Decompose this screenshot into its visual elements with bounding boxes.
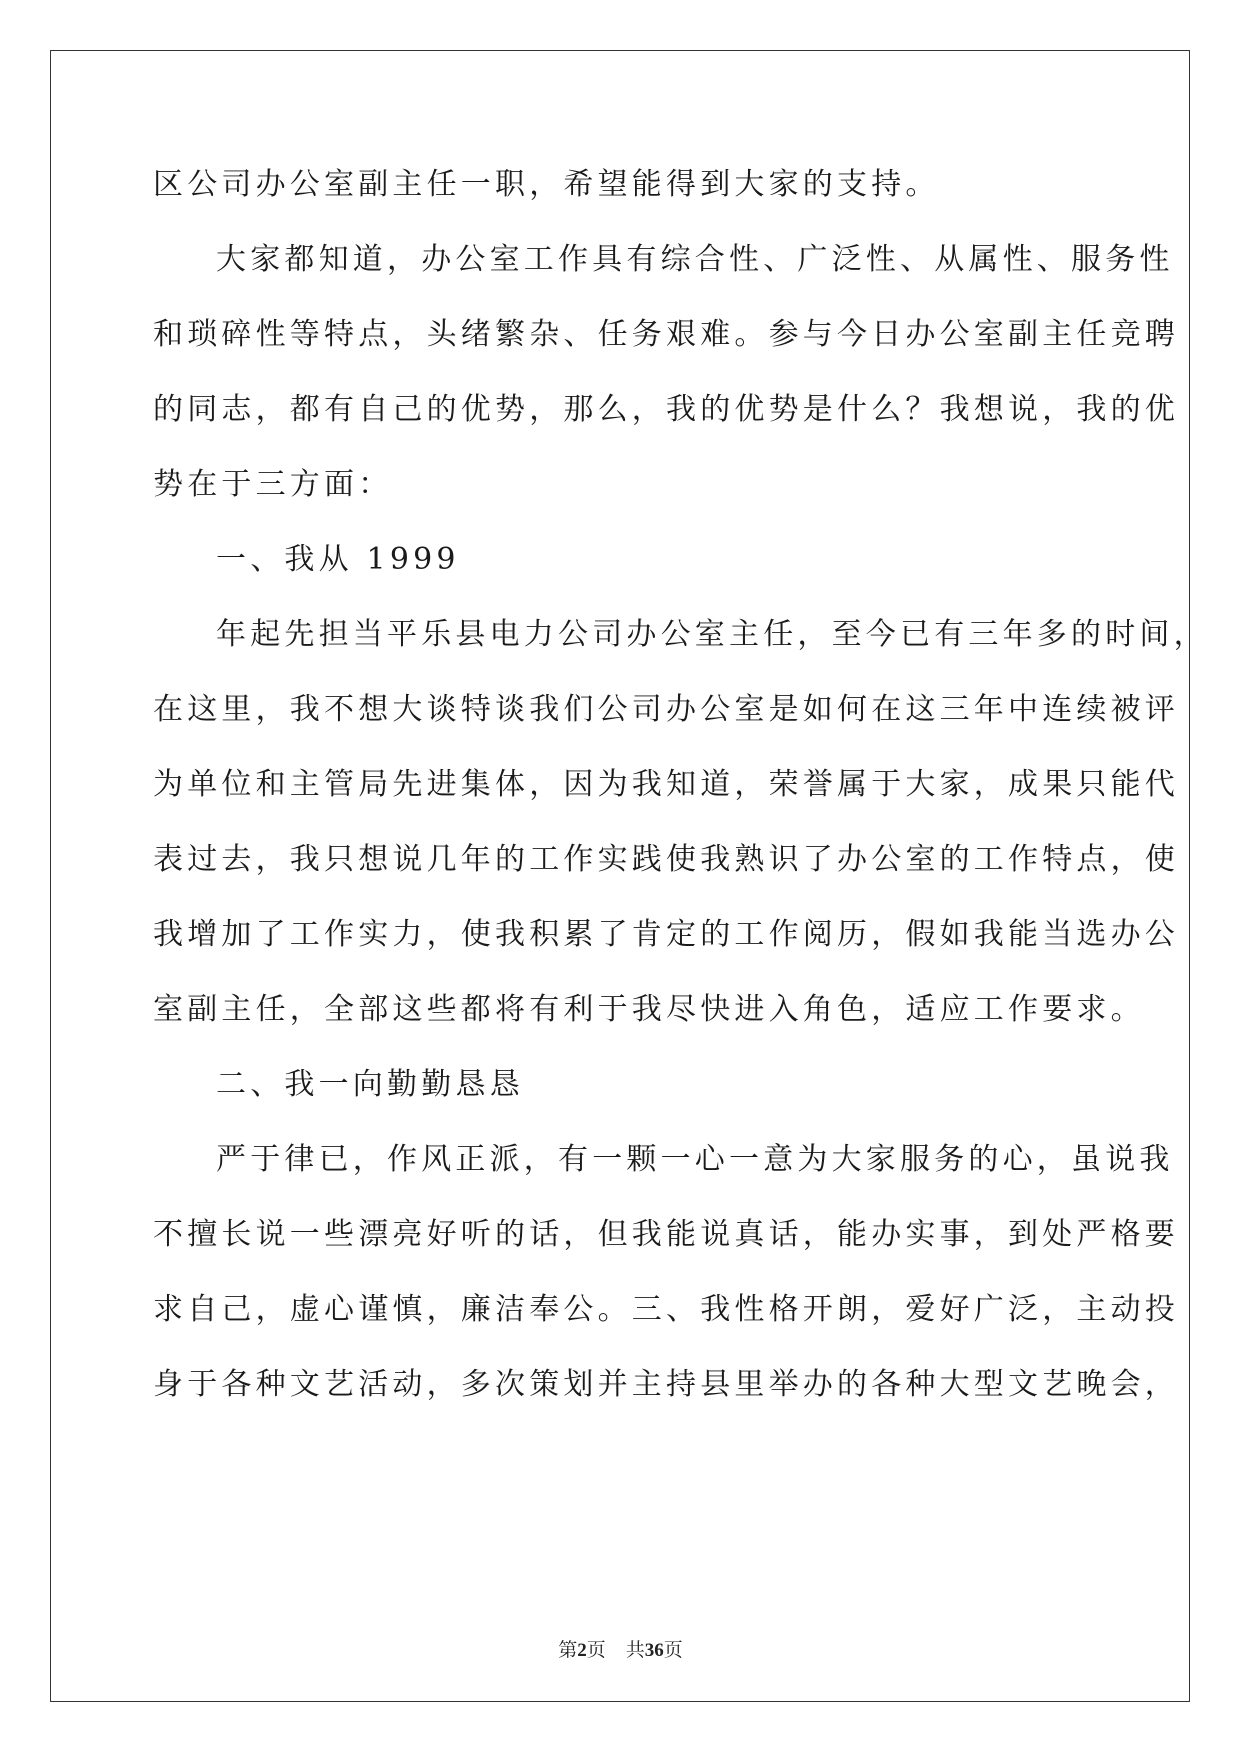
- text-line: 一、我从 1999: [216, 542, 460, 577]
- text-line: 我增加了工作实力，使我积累了肯定的工作阅历，假如我能当选办公: [153, 917, 1179, 952]
- text-line: 求自己，虚心谨慎，廉洁奉公。三、我性格开朗，爱好广泛，主动投: [153, 1292, 1179, 1327]
- text-line: 在这里，我不想大谈特谈我们公司办公室是如何在这三年中连续被评: [153, 692, 1179, 727]
- footer-page-suffix: 页: [586, 1640, 606, 1661]
- text-line: 严于律已，作风正派，有一颗一心一意为大家服务的心，虽说我: [216, 1142, 1174, 1177]
- footer-total-suffix: 页: [663, 1640, 683, 1661]
- footer-total-prefix: 共: [625, 1640, 645, 1661]
- text-line: 身于各种文艺活动，多次策划并主持县里举办的各种大型文艺晚会，: [153, 1367, 1179, 1402]
- footer-prefix: 第: [558, 1640, 578, 1661]
- page-footer: [0, 1635, 1241, 1662]
- text-line: 大家都知道，办公室工作具有综合性、广泛性、从属性、服务性: [216, 242, 1174, 277]
- text-line: 不擅长说一些漂亮好听的话，但我能说真话，能办实事，到处严格要: [153, 1217, 1179, 1252]
- text-line: 区公司办公室副主任一职，希望能得到大家的支持。: [153, 167, 940, 202]
- text-line: 室副主任，全部这些都将有利于我尽快进入角色，适应工作要求。: [153, 992, 1145, 1027]
- text-line: 势在于三方面：: [153, 467, 393, 502]
- page-number: 2: [577, 1640, 587, 1661]
- text-line: 表过去，我只想说几年的工作实践使我熟识了办公室的工作特点，使: [153, 842, 1179, 877]
- text-line: 的同志，都有自己的优势，那么，我的优势是什么？我想说，我的优: [153, 392, 1179, 427]
- text-line: 为单位和主管局先进集体，因为我知道，荣誉属于大家，成果只能代: [153, 767, 1179, 802]
- text-line: 和琐碎性等特点，头绪繁杂、任务艰难。参与今日办公室副主任竞聘: [153, 317, 1179, 352]
- text-line: 年起先担当平乐县电力公司办公室主任，至今已有三年多的时间，: [216, 617, 1208, 652]
- total-pages: 36: [644, 1640, 664, 1661]
- text-line: 二、我一向勤勤恳恳: [216, 1067, 524, 1102]
